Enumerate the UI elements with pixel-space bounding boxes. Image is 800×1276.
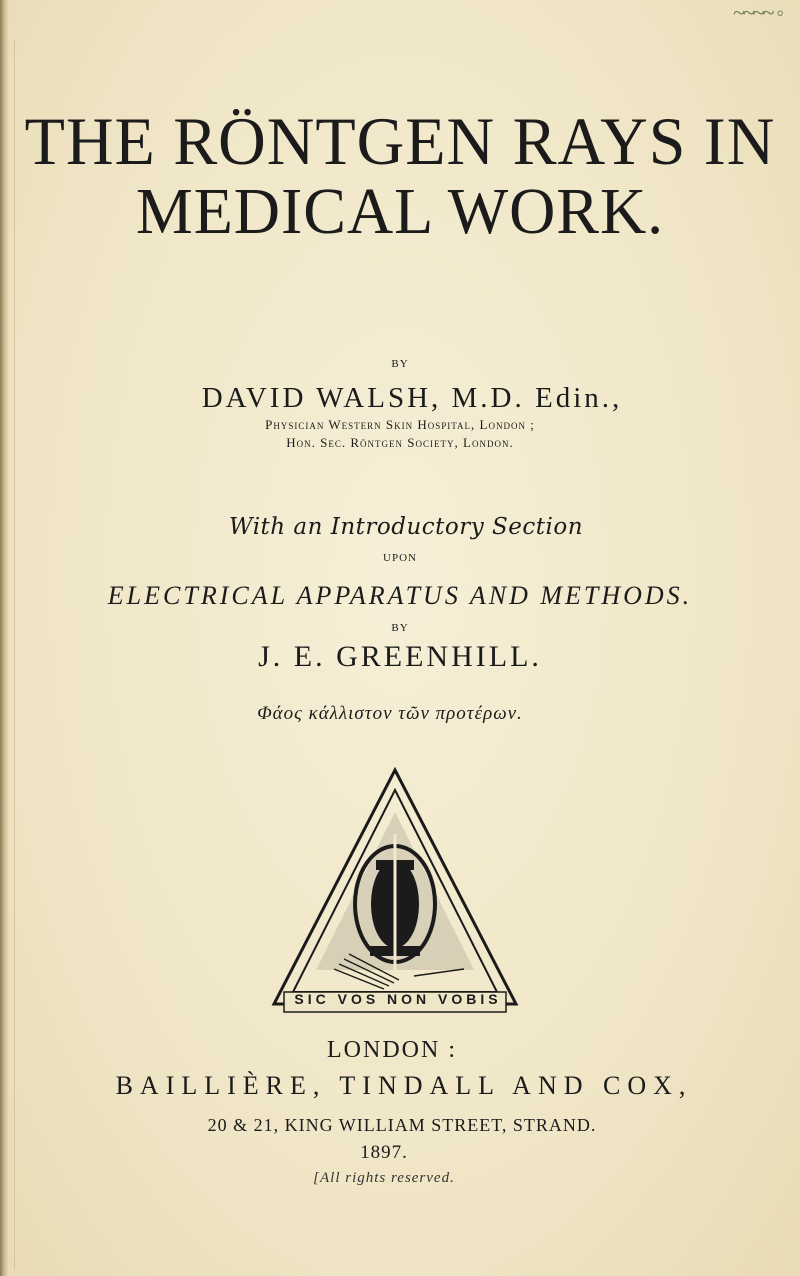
imprint-address: 20 & 21, KING WILLIAM STREET, STRAND. [207,1115,597,1135]
author-name: DAVID WALSH, M.D. Edin., [201,382,623,414]
author-credential-2: Hon. Sec. Röntgen Society, London. [286,435,514,450]
section-subject: ELECTRICAL APPARATUS AND METHODS. [107,581,693,610]
by-label: BY [391,358,409,370]
publisher-device-icon [264,764,526,1026]
upon-label: UPON [383,552,417,564]
title-line-1: THE RÖNTGEN RAYS IN [24,103,776,179]
section-author: J. E. GREENHILL. [258,640,542,673]
imprint-year: 1897. [360,1142,408,1163]
greek-epigraph: Φάος κάλλιστον τῶν προτέρων. [257,703,523,724]
rights-notice: [All rights reserved. [313,1170,455,1186]
imprint-place: LONDON : [327,1037,457,1063]
author-credential-1: Physician Western Skin Hospital, London ; [265,417,535,432]
publisher-device-motto: SIC VOS NON VOBIS [294,991,502,1007]
imprint-publisher: BAILLIÈRE, TINDALL AND COX, [115,1071,693,1100]
by-label-2: BY [391,622,409,634]
title-line-2: MEDICAL WORK. [135,175,665,248]
corner-ornament-icon: ~~~~ ◦ [733,0,782,25]
section-heading: With an Introductory Section [228,514,584,540]
